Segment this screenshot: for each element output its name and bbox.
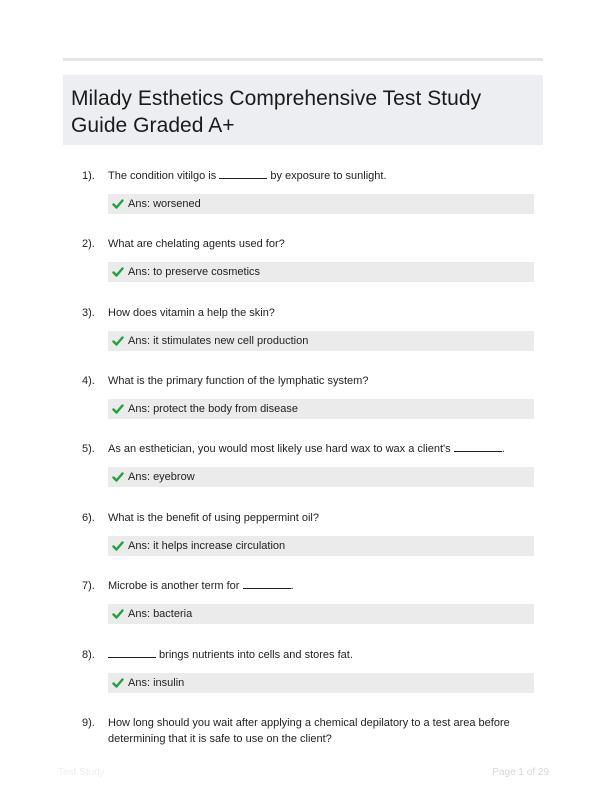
check-icon [112, 403, 124, 415]
document-title: Milady Esthetics Comprehensive Test Study Guide Graded A+ [71, 87, 482, 137]
answer-text: Ans: worsened [128, 198, 201, 210]
question-text: The condition vitilgo is by exposure to sunlight. [108, 170, 387, 182]
answer-text: Ans: it stimulates new cell production [128, 335, 309, 347]
question-text: What is the benefit of using peppermint oil? [108, 512, 319, 524]
question-number: 7). [82, 580, 95, 592]
blank-line [219, 169, 267, 179]
question-text: Microbe is another term for . [108, 580, 294, 592]
footer-watermark: Test Study [58, 767, 105, 778]
question-text: As an esthetician, you would most likely use hard wax to wax a client's . [108, 443, 505, 455]
check-icon [112, 608, 124, 620]
check-icon [112, 335, 124, 347]
answer-text: Ans: eyebrow [128, 471, 195, 483]
check-icon [112, 266, 124, 278]
question-number: 4). [82, 375, 95, 387]
answer-box [108, 467, 534, 487]
check-icon [112, 471, 124, 483]
question-text: What is the primary function of the lymphatic system? [108, 375, 369, 387]
blank-line [454, 442, 502, 452]
question-number: 3). [82, 307, 95, 319]
question-number: 8). [82, 649, 95, 661]
answer-text: Ans: to preserve cosmetics [128, 266, 261, 278]
answer-text: Ans: insulin [128, 677, 185, 689]
title-box [63, 75, 543, 145]
top-divider [63, 58, 543, 61]
question-text: How does vitamin a help the skin? [108, 307, 275, 319]
answer-text: Ans: it helps increase circulation [128, 540, 286, 552]
question-text: How long should you wait after applying a chemical depilatory to a test area before determining that it is safe to use on the client? [108, 717, 510, 745]
answer-text: Ans: bacteria [128, 608, 193, 620]
answer-text: Ans: protect the body from disease [128, 403, 298, 415]
question-number: 5). [82, 443, 95, 455]
blank-line [243, 579, 291, 589]
question-number: 6). [82, 512, 95, 524]
answer-box [108, 331, 534, 351]
page-number: Page 1 of 29 [492, 767, 549, 778]
answer-box [108, 262, 534, 282]
question-number: 1). [82, 170, 95, 182]
answer-box [108, 399, 534, 419]
blank-line [108, 648, 156, 658]
question-number: 2). [82, 238, 95, 250]
answer-box [108, 536, 534, 556]
question-text: brings nutrients into cells and stores fat. [108, 647, 520, 663]
answer-box [108, 673, 534, 693]
check-icon [112, 198, 124, 210]
check-icon [112, 677, 124, 689]
answer-box [108, 194, 534, 214]
question-text: What are chelating agents used for? [108, 238, 285, 250]
check-icon [112, 540, 124, 552]
answer-box [108, 604, 534, 624]
question-number: 9). [82, 717, 95, 729]
